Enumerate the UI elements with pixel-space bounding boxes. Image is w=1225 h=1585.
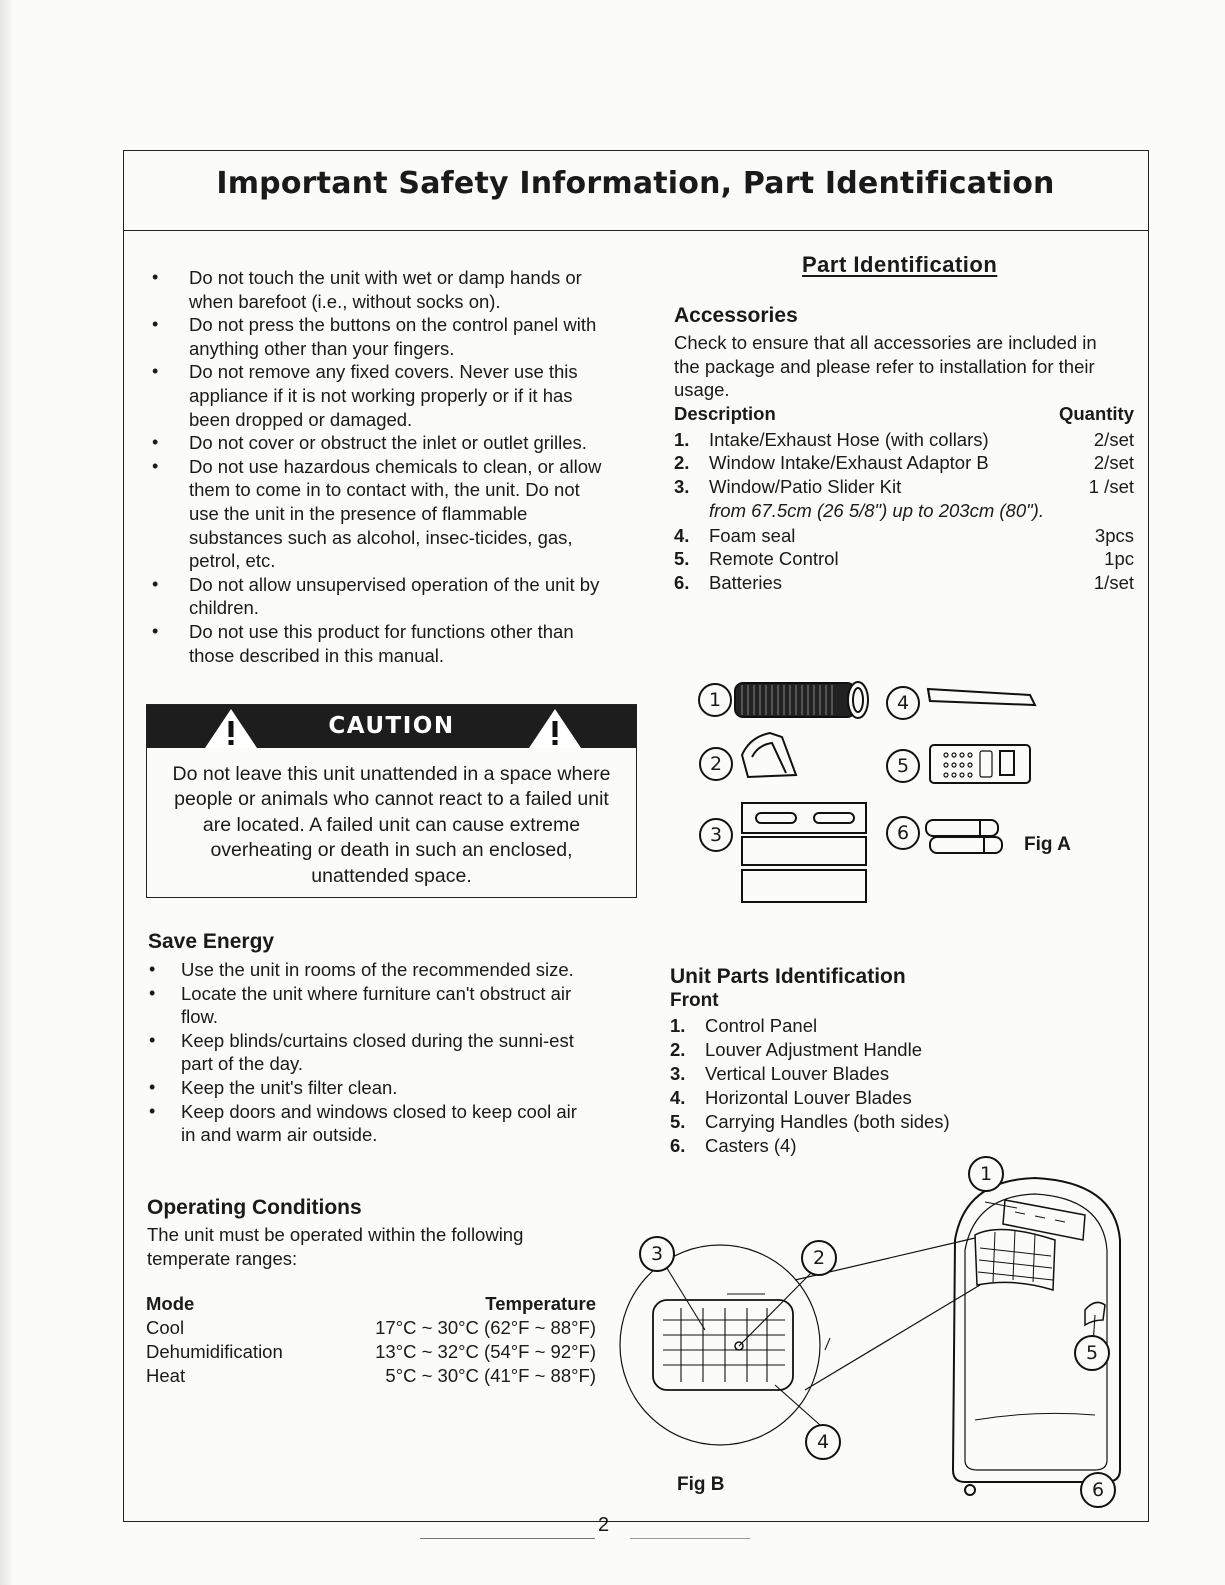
table-row: [146, 1340, 596, 1364]
save-energy-heading: Save Energy: [148, 930, 275, 953]
foam-seal-illustration: [928, 689, 1035, 705]
remote-control-illustration: [930, 745, 1030, 783]
slider-kit-illustration: [742, 803, 866, 902]
callout-number: 1: [708, 689, 722, 711]
page-number: 2: [598, 1514, 610, 1536]
temp-cell: 17°C ~ 30°C (62°F ~ 88°F): [375, 1317, 596, 1338]
louver-detail-magnifier: [620, 1238, 980, 1445]
item-quantity: 3pcs: [1094, 525, 1134, 546]
safety-bullet: • Do not cover or obstruct the inlet or outlet grilles.: [152, 431, 602, 455]
callout-number: 3: [650, 1243, 664, 1265]
callout-number: 1: [979, 1163, 993, 1185]
caution-header-bar: [147, 705, 636, 748]
item-number: 6.: [670, 1135, 686, 1156]
mode-cell: Heat: [146, 1365, 186, 1386]
item-number: 3.: [670, 1063, 686, 1084]
slider-note: from 67.5cm (26 5/8") up to 203cm (80").: [709, 500, 1044, 521]
table-row: [146, 1364, 596, 1388]
unit-parts-list: [670, 1014, 1050, 1159]
page-title: Important Safety Information, Part Identification: [216, 166, 1055, 201]
col-mode-header: Mode: [146, 1293, 195, 1314]
temp-cell: 5°C ~ 30°C (41°F ~ 88°F): [385, 1365, 596, 1386]
caution-text: [147, 762, 636, 889]
fig-a-callout-3: [699, 818, 733, 852]
save-energy-bullet: • Keep the unit's filter clean.: [149, 1076, 589, 1100]
accessories-list: [674, 428, 1134, 608]
item-number: 2.: [670, 1039, 686, 1060]
item-description: Vertical Louver Blades: [705, 1063, 890, 1084]
fig-a-callout-5: [886, 749, 920, 783]
item-description: Remote Control: [709, 548, 839, 569]
item-quantity: 2/set: [1093, 452, 1134, 473]
mode-cell: Cool: [146, 1317, 185, 1338]
safety-bullet: • Do not use this product for functions other than those described in this manual.: [152, 620, 602, 667]
fig-b-callout-5: [1074, 1335, 1110, 1371]
save-energy-bullet: • Use the unit in rooms of the recommended size.: [149, 958, 589, 982]
item-quantity: 1/set: [1093, 572, 1134, 593]
col-quantity-header: Quantity: [1058, 403, 1134, 424]
callout-number: 5: [1085, 1342, 1099, 1364]
callout-number: 4: [816, 1431, 830, 1453]
table-row: [146, 1316, 596, 1340]
callout-number: 6: [1091, 1479, 1105, 1501]
item-description: Foam seal: [709, 525, 796, 546]
fig-b-callout-6: [1080, 1472, 1116, 1508]
item-description: Horizontal Louver Blades: [705, 1087, 912, 1108]
item-description: Intake/Exhaust Hose (with collars): [709, 429, 989, 450]
accessories-header-row: [674, 402, 1134, 426]
unit-parts-subheading: Front: [670, 990, 719, 1011]
col-description-header: Description: [674, 403, 776, 424]
fig-a-label: Fig A: [1024, 834, 1071, 855]
fig-b-label: Fig B: [677, 1474, 725, 1495]
caution-text-content: Do not leave this unit unattended in a space where people or animals who cannot react to a failed unit are located. A failed unit can cause extreme overheating or death in such an enclosed, unattended space.: [172, 763, 611, 887]
item-description: Batteries: [709, 572, 783, 593]
save-energy-bullet: • Keep blinds/curtains closed during the sunni-est part of the day.: [149, 1029, 589, 1076]
callout-number: 3: [709, 824, 723, 846]
item-quantity: 1 /set: [1088, 476, 1134, 497]
fig-b-callout-1: [968, 1156, 1004, 1192]
callout-number: 5: [896, 755, 910, 777]
warning-triangle-icon: [527, 707, 583, 749]
safety-bullet: • Do not allow unsupervised operation of the unit by children.: [152, 573, 602, 620]
item-description: Casters (4): [705, 1135, 797, 1156]
save-energy-bullet: • Locate the unit where furniture can't obstruct air flow.: [149, 982, 589, 1029]
part-identification-heading: Part Identification: [802, 252, 998, 277]
fig-b-callout-3: [639, 1236, 675, 1272]
mode-cell: Dehumidification: [146, 1341, 283, 1362]
item-number: 6.: [674, 572, 690, 593]
item-number: 1.: [670, 1015, 686, 1036]
scan-edge-left: [0, 0, 14, 1585]
item-description: Louver Adjustment Handle: [705, 1039, 922, 1060]
unit-parts-heading: Unit Parts Identification: [670, 965, 906, 988]
safety-bullet: • Do not press the buttons on the control panel with anything other than your fingers.: [152, 313, 602, 360]
footer-rule: [420, 1538, 595, 1539]
col-temp-header: Temperature: [485, 1293, 596, 1314]
item-number: 5.: [670, 1111, 686, 1132]
item-quantity: 2/set: [1093, 429, 1134, 450]
safety-bullet: • Do not remove any fixed covers. Never use this appliance if it is not working properly or if it has been dropped or damaged.: [152, 360, 602, 431]
item-number: 2.: [674, 452, 690, 473]
item-description: Control Panel: [705, 1015, 818, 1036]
fig-a-callout-6: [886, 816, 920, 850]
accessories-heading: Accessories: [674, 304, 798, 327]
item-number: 1.: [674, 429, 690, 450]
batteries-illustration: [926, 820, 1002, 853]
caution-label: CAUTION: [328, 713, 455, 739]
item-quantity: 1pc: [1104, 548, 1134, 569]
safety-bullet: • Do not use hazardous chemicals to clean, or allow them to come in to contact with, the unit. Do not use the unit in the presence of flammable substances such as alcohol, insec-ticides, gas, petrol, etc.: [152, 455, 602, 573]
temp-cell: 13°C ~ 32°C (54°F ~ 92°F): [375, 1341, 596, 1362]
item-description: Carrying Handles (both sides): [705, 1111, 950, 1132]
operating-conditions-table: [146, 1292, 596, 1388]
item-number: 3.: [674, 476, 690, 497]
footer-rule: [630, 1538, 750, 1539]
operating-conditions-intro: The unit must be operated within the following temperate ranges:: [147, 1224, 524, 1269]
accessories-intro: Check to ensure that all accessories are included in the package and please refer to installation for their usage.: [674, 332, 1097, 401]
caution-box: [146, 704, 637, 898]
callout-number: 2: [812, 1247, 826, 1269]
fig-a-callout-4: [886, 686, 920, 720]
fig-a-callout-2: [699, 747, 733, 781]
item-description: Window/Patio Slider Kit: [709, 476, 902, 497]
item-number: 4.: [674, 525, 690, 546]
fig-a-callout-1: [698, 683, 732, 717]
callout-number: 4: [896, 692, 910, 714]
save-energy-list: [149, 958, 589, 1147]
save-energy-bullet: • Keep doors and windows closed to keep cool air in and warm air outside.: [149, 1100, 589, 1147]
fig-b-callout-4: [805, 1424, 841, 1460]
safety-bullet: • Do not touch the unit with wet or damp hands or when barefoot (i.e., without socks on).: [152, 266, 602, 313]
item-number: 4.: [670, 1087, 686, 1108]
callout-number: 6: [896, 822, 910, 844]
title-divider: [123, 230, 1148, 231]
item-number: 5.: [674, 548, 690, 569]
safety-bullet-list: [152, 266, 602, 667]
fig-b-unit-illustration: [615, 1160, 1145, 1518]
item-description: Window Intake/Exhaust Adaptor B: [709, 452, 989, 473]
fig-b-callout-2: [801, 1240, 837, 1276]
hose-illustration: [735, 682, 868, 718]
window-adaptor-illustration: [742, 733, 796, 777]
callout-number: 2: [709, 753, 723, 775]
operating-conditions-heading: Operating Conditions: [147, 1196, 362, 1219]
